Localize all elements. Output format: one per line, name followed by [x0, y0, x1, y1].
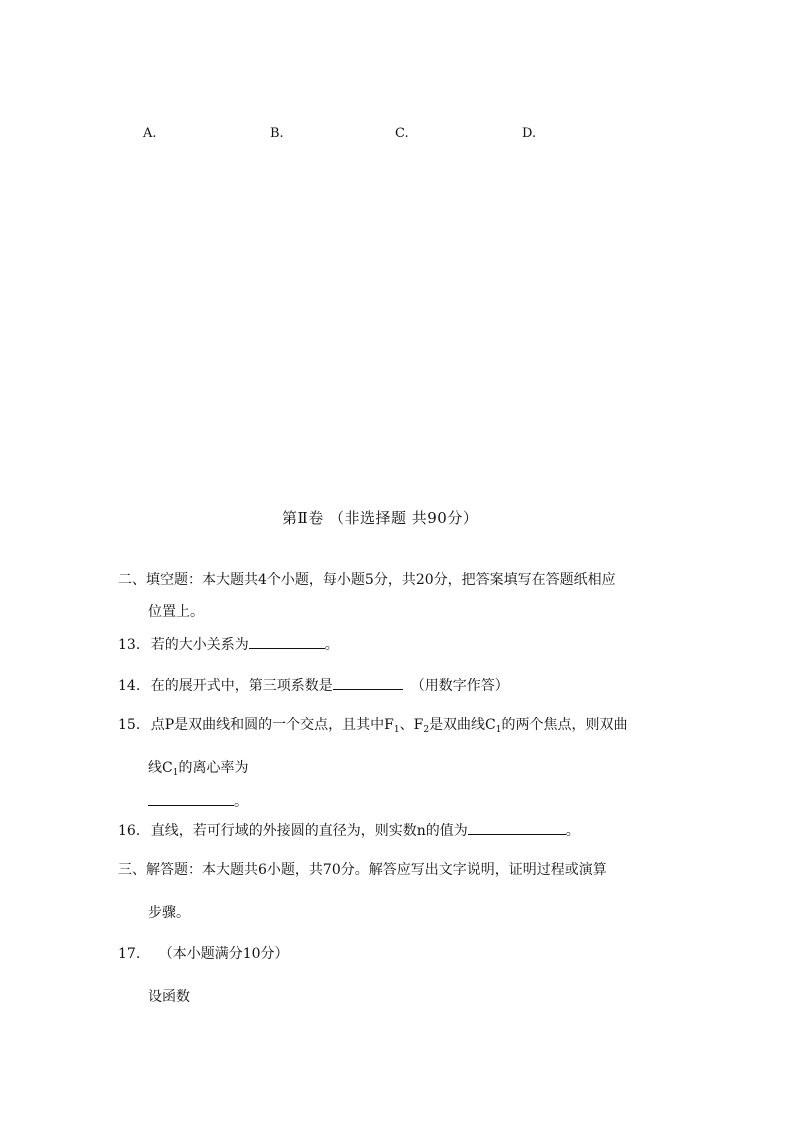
question-17-body: 设函数: [148, 989, 190, 1005]
question-15-line2: [148, 759, 248, 782]
question-number: 14.: [118, 678, 141, 694]
question-end: （用数字作答）: [410, 678, 509, 694]
question-end: 。: [565, 823, 580, 839]
question-end: 。: [234, 794, 248, 810]
section-title: 第Ⅱ卷 （非选择题 共90分）: [282, 509, 479, 527]
part3-heading: 三、解答题：本大题共6小题，共70分。解答应写出文字说明，证明过程或演算: [118, 862, 607, 878]
question-text-part: 线C: [148, 760, 173, 776]
answer-blank[interactable]: [468, 820, 566, 835]
option-d-label: D.: [522, 126, 537, 141]
part2-heading-continued: 位置上。: [148, 604, 204, 620]
option-b-label: B.: [270, 126, 284, 141]
question-text-part: 的离心率为: [178, 760, 249, 776]
option-a-label: A.: [143, 126, 157, 141]
question-14: [118, 675, 509, 695]
question-15-answer-line: [148, 791, 248, 811]
subscript: 1: [393, 725, 400, 735]
question-number: 17.: [118, 946, 141, 962]
question-text-part: 、F: [399, 717, 424, 733]
question-number: 16.: [118, 823, 141, 839]
part2-heading: 二、填空题：本大题共4个小题，每小题5分，共20分，把答案填写在答题纸相应: [118, 572, 616, 588]
question-number: 13.: [118, 637, 141, 653]
question-16: [118, 820, 580, 840]
question-text: 若的大小关系为: [150, 637, 249, 653]
subscript: 1: [172, 768, 179, 778]
part3-heading-continued: 步骤。: [148, 905, 190, 921]
subscript: 2: [423, 725, 430, 735]
question-text-part: 的两个焦点，则双曲: [501, 717, 628, 733]
question-end: 。: [324, 637, 339, 653]
question-15: [118, 716, 628, 739]
answer-blank[interactable]: [148, 791, 234, 806]
question-text: 在的展开式中，第三项系数是: [150, 678, 333, 694]
option-c-label: C.: [395, 126, 409, 141]
answer-blank[interactable]: [333, 675, 403, 690]
question-text-part: 点P是双曲线和圆的一个交点，且其中F: [150, 717, 394, 733]
subscript: 1: [495, 725, 502, 735]
question-number: 15.: [118, 717, 141, 733]
answer-blank[interactable]: [249, 634, 325, 649]
question-text-part: 是双曲线C: [429, 717, 496, 733]
question-13: [118, 634, 339, 654]
question-17: [118, 945, 289, 963]
question-text: 直线，若可行域的外接圆的直径为，则实数n的值为: [150, 823, 468, 839]
question-text: （本小题满分10分）: [158, 946, 289, 962]
